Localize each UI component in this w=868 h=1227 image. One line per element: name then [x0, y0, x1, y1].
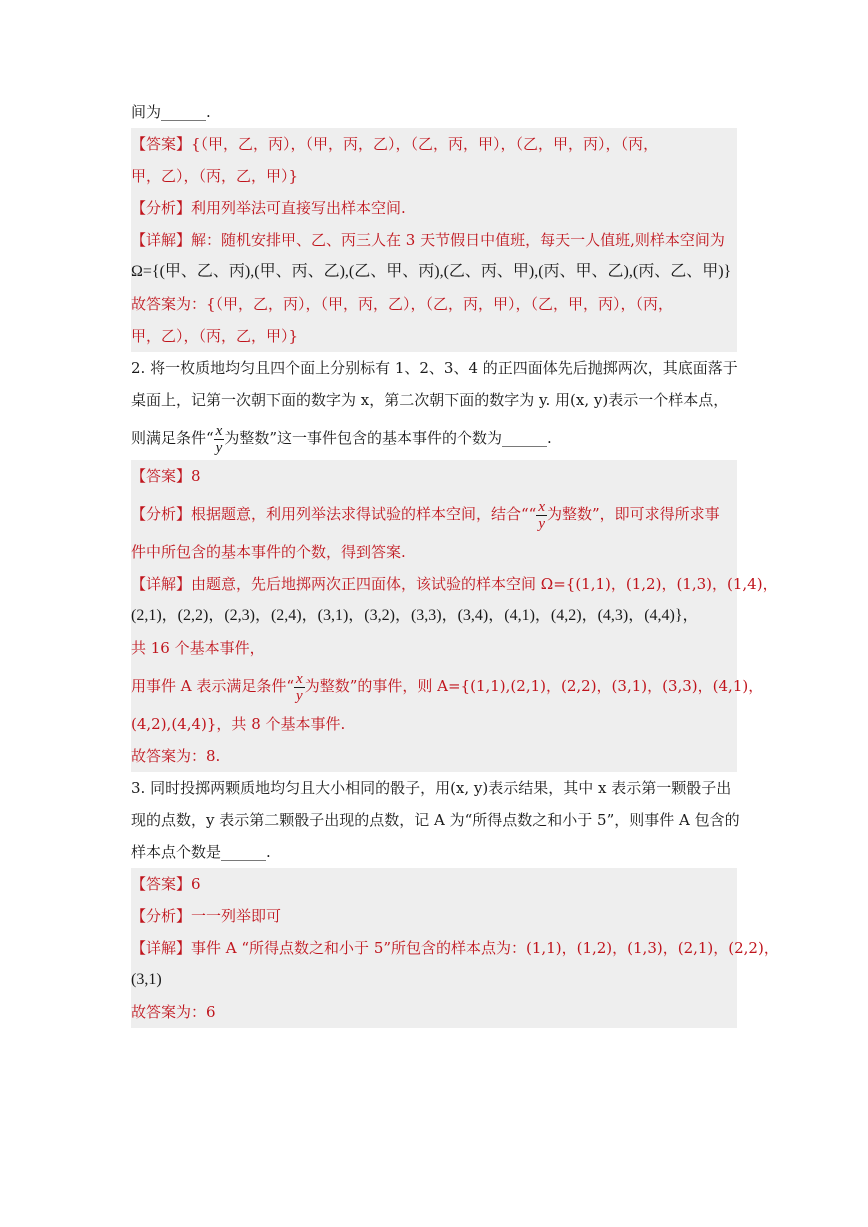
- q2-event-1: [131, 664, 764, 708]
- q1-detail-tag: 【详解】: [131, 231, 192, 249]
- q1-analysis: [131, 192, 737, 224]
- q2-answer-block: [131, 460, 778, 772]
- q3-line-2: 现的点数，y 表示第二颗骰子出现的点数，记 A 为“所得点数之和小于 5”，则事件 A 包含的: [131, 811, 740, 829]
- q2-analysis-b: 为整数”，即可求得所求事: [547, 505, 720, 523]
- q1-answer-text: {（甲，乙，丙），（甲，丙，乙），（乙，丙，甲），（乙，甲，丙），（丙，: [191, 135, 659, 153]
- fraction-denominator: y: [215, 439, 223, 456]
- q2-detail-3: 共 16 个基本事件，: [131, 639, 265, 657]
- q1-answer-line-2: 甲，乙），（丙，乙，甲）}: [131, 167, 299, 185]
- q1-tail: 间为______.: [131, 103, 211, 121]
- q2-analysis-1: [131, 492, 737, 536]
- q2-event-a: 用事件 A 表示满足条件“: [131, 677, 295, 695]
- q2-event-b: 为整数”的事件，则 A={(1,1),(2,1)，(2,2)，(3,1)，(3,3)，(4,1)，: [304, 677, 764, 695]
- q3-detail-text: 事件 A “所得点数之和小于 5”所包含的样本点为：(1,1)，(1,2)，(1,3)，(2,1)，(2,2)，: [191, 939, 779, 957]
- q2-analysis-fraction: [536, 499, 547, 532]
- q3-detail-tag: 【详解】: [131, 939, 192, 957]
- q2-fraction: [214, 423, 225, 456]
- q2-final: 故答案为：8.: [131, 747, 221, 765]
- q1-final-1: 故答案为：{（甲，乙，丙），（甲，丙，乙），（乙，丙，甲），（乙，甲，丙），（丙，: [131, 295, 674, 313]
- fraction-numerator: x: [296, 670, 303, 687]
- q2-analysis-a: 【分析】根据题意，利用列举法求得试验的样本空间，结合““: [131, 505, 537, 523]
- q2-answer: 【答案】8: [131, 467, 201, 485]
- q2-line-3-b: 为整数”这一事件包含的基本事件的个数为______.: [224, 429, 552, 447]
- q2-detail-tag: 【详解】: [131, 575, 192, 593]
- q1-analysis-text: 利用列举法可直接写出样本空间.: [191, 199, 406, 217]
- q2-line-2: 桌面上，记第一次朝下面的数字为 x，第二次朝下面的数字为 y. 用(x, y)表示一个样本点，: [131, 391, 729, 409]
- q3-detail-2: (3,1): [131, 971, 162, 988]
- q3-final: 故答案为：6: [131, 1003, 216, 1021]
- q1-final-2: 甲，乙），（丙，乙，甲）}: [131, 327, 299, 345]
- q2-line-1: 2. 将一枚质地均匀且四个面上分别标有 1、2、3、4 的正四面体先后抛掷两次，其底面落于: [131, 359, 738, 377]
- document-page: [131, 96, 779, 1028]
- fraction-denominator: y: [296, 687, 303, 704]
- q3-answer: 【答案】6: [131, 875, 201, 893]
- fraction-numerator: x: [538, 498, 546, 515]
- q2-line-3: [131, 416, 737, 460]
- q3-answer-block: [131, 868, 779, 1028]
- q3-line-1: 3. 同时投掷两颗质地均匀且大小相同的骰子，用(x, y)表示结果，其中 x 表示第一颗骰子出: [131, 779, 732, 797]
- q1-detail: [131, 224, 737, 256]
- q3-line-3: 样本点个数是______.: [131, 843, 271, 861]
- q2-event-fraction: [294, 671, 305, 704]
- q2-analysis-2: 件中所包含的基本事件的个数，得到答案.: [131, 543, 406, 561]
- fraction-denominator: y: [538, 515, 546, 532]
- fraction-numerator: x: [215, 422, 223, 439]
- q3-analysis: 【分析】一一列举即可: [131, 907, 282, 925]
- q2-line-3-a: 则满足条件“: [131, 429, 214, 447]
- q1-answer-line-1: [131, 128, 737, 160]
- q2-detail-2: (2,1)，(2,2)，(2,3)，(2,4)，(3,1)，(3,2)，(3,3)，(3,4)，(4,1)，(4,2)，(4,3)，(4,4)}，: [131, 607, 699, 624]
- q2-event-2: (4,2),(4,4)}，共 8 个基本事件.: [131, 715, 346, 733]
- q3-detail-1: [131, 932, 779, 964]
- q1-detail-text: 解：随机安排甲、乙、丙三人在 3 天节假日中值班，每天一人值班,则样本空间为: [191, 231, 725, 249]
- q2-detail-1: [131, 568, 778, 600]
- q1-answer-block: [131, 128, 737, 352]
- q2-detail-text: 由题意，先后地掷两次正四面体，该试验的样本空间 Ω={(1,1)，(1,2)，(1,3)，(1,4)，: [191, 575, 778, 593]
- q1-analysis-tag: 【分析】: [131, 199, 192, 217]
- q1-answer-tag: 【答案】: [131, 135, 192, 153]
- q1-omega: Ω={(甲、乙、丙),(甲、丙、乙),(乙、甲、丙),(乙、丙、甲),(丙、甲、乙),(丙、乙、甲)}: [131, 263, 732, 280]
